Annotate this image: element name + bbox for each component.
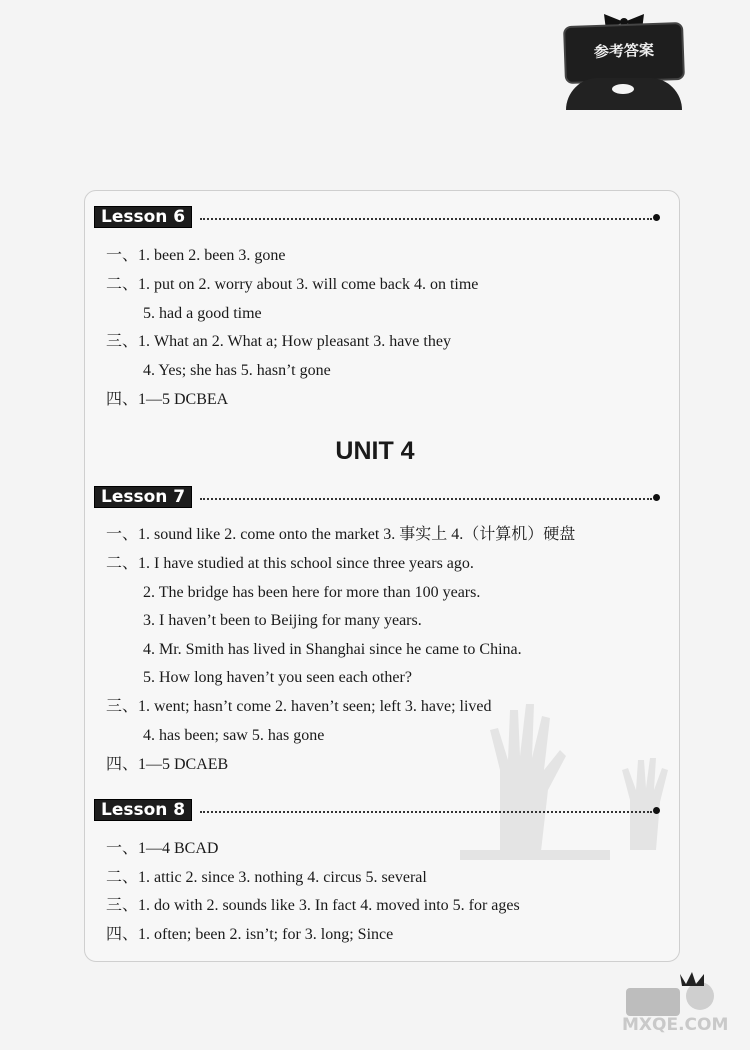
- lesson-6-line-6: 四、1—5 DCBEA: [106, 391, 229, 408]
- lesson-8-line-2: 二、1. attic 2. since 3. nothing 4. circus 5. several: [106, 869, 427, 886]
- lesson-7-header: [94, 486, 660, 508]
- lesson-7-line-3: 2. The bridge has been here for more than 100 years.: [143, 584, 481, 601]
- lesson-6-line-4: 三、1. What an 2. What a; How pleasant 3. have they: [106, 333, 451, 350]
- divider-end-dot: [653, 807, 660, 814]
- lesson-6-line-1: 一、1. been 2. been 3. gone: [106, 247, 286, 264]
- lesson-8-header: [94, 799, 660, 821]
- divider-end-dot: [653, 214, 660, 221]
- badge-base: [566, 78, 682, 110]
- watermark-logo-icon: [620, 966, 730, 1036]
- lesson-8-line-4: 四、1. often; been 2. isn’t; for 3. long; Since: [106, 926, 394, 943]
- lesson-6-header: [94, 206, 660, 228]
- lesson-7-title: Lesson 7: [94, 486, 192, 508]
- lesson-7-line-2: 二、1. I have studied at this school since three years ago.: [106, 555, 474, 572]
- lesson-7-line-5: 4. Mr. Smith has lived in Shanghai since he came to China.: [143, 641, 522, 658]
- lesson-7-line-1: 一、1. sound like 2. come onto the market 3. 事实上 4.（计算机）硬盘: [106, 526, 576, 543]
- lesson-6-title: Lesson 6: [94, 206, 192, 228]
- badge-label: 参考答案: [593, 40, 655, 62]
- lesson-7-line-4: 3. I haven’t been to Beijing for many years.: [143, 612, 422, 629]
- dotted-divider: [200, 218, 652, 220]
- hands-decoration-icon: [460, 690, 690, 870]
- badge-screen: [565, 24, 683, 82]
- lesson-7-line-7: 三、1. went; hasn’t come 2. haven’t seen; left 3. have; lived: [106, 698, 492, 715]
- answer-badge: [556, 12, 692, 104]
- lesson-8-line-3: 三、1. do with 2. sounds like 3. In fact 4. moved into 5. for ages: [106, 897, 520, 914]
- divider-end-dot: [653, 494, 660, 501]
- dotted-divider: [200, 811, 652, 813]
- lesson-8-title: Lesson 8: [94, 799, 192, 821]
- svg-text:MXQE.COM: MXQE.COM: [622, 1015, 729, 1035]
- lesson-6-line-5: 4. Yes; she has 5. hasn’t gone: [143, 362, 331, 379]
- unit-title: UNIT 4: [335, 437, 415, 465]
- lesson-7-line-6: 5. How long haven’t you seen each other?: [143, 669, 412, 686]
- lesson-7-line-8: 4. has been; saw 5. has gone: [143, 727, 325, 744]
- dotted-divider: [200, 498, 652, 500]
- lesson-7-line-9: 四、1—5 DCAEB: [106, 756, 229, 773]
- lesson-6-line-3: 5. had a good time: [143, 305, 262, 322]
- lesson-8-line-1: 一、1—4 BCAD: [106, 840, 219, 857]
- lesson-6-line-2: 二、1. put on 2. worry about 3. will come back 4. on time: [106, 276, 479, 293]
